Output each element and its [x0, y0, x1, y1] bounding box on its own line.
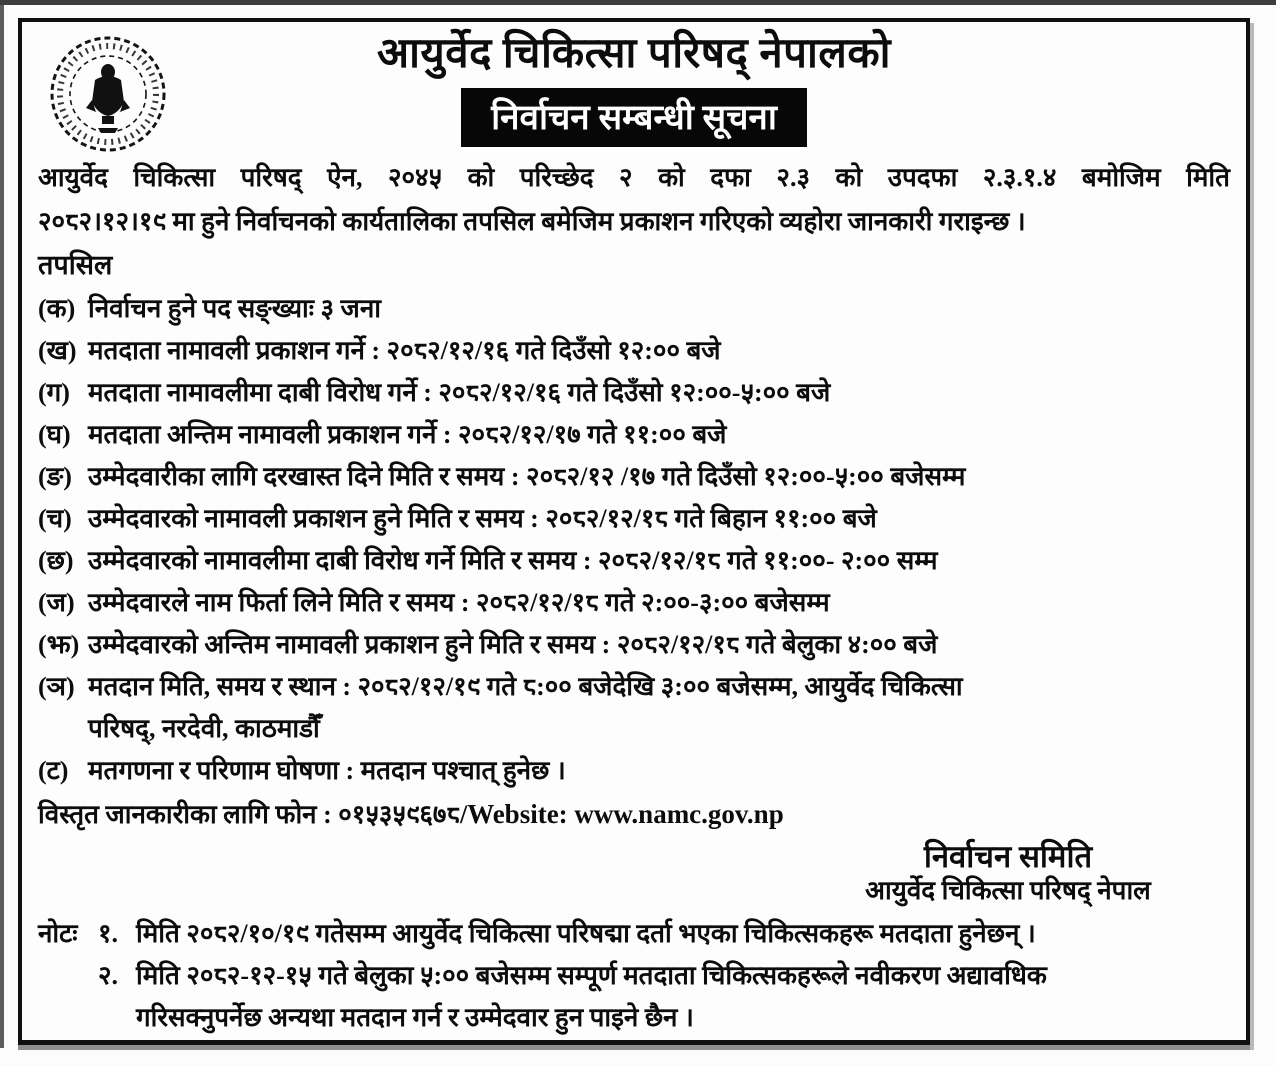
note-text	[136, 955, 1230, 1039]
schedule-item-chha	[38, 540, 1230, 582]
schedule-item-nga	[38, 456, 1230, 498]
notes-label: नोटः	[38, 919, 78, 948]
item-text-line-2: परिषद्, नरदेवी, काठमाडौँ	[88, 714, 320, 743]
schedule-item-ka	[38, 288, 1230, 330]
item-marker: (ट)	[38, 756, 69, 785]
item-text: निर्वाचन हुने पद सङ्ख्याः ३ जना	[88, 294, 381, 323]
notice-subtitle-banner: निर्वाचन सम्बन्धी सूचना	[461, 88, 807, 147]
note-number: १.	[98, 919, 119, 948]
item-text: उम्मेदवारले नाम फिर्ता लिने मिति र समय : २०८२/१२/१८ गते २:००-३:०० बजेसम्म	[88, 588, 830, 617]
schedule-item-gha	[38, 414, 1230, 456]
note-item-2	[38, 955, 1230, 1039]
schedule-item-ga	[38, 372, 1230, 414]
scan-artifact-top-edge	[0, 0, 1276, 5]
website-text: Website: www.namc.gov.np	[467, 799, 784, 829]
item-text: उम्मेदवारीका लागि दरखास्त दिने मिति र समय : २०८२/१२ /१७ गते दिउँसो १२:००-५:०० बजेसम्म	[88, 462, 966, 491]
note-text-line-1: मिति २०८२-१२-१५ गते बेलुका ५:०० बजेसम्म सम्पूर्ण मतदाता चिकित्सकहरूले नवीकरण अद्यावधिक	[136, 961, 1047, 990]
scan-artifact-left-edge	[0, 5, 4, 1048]
schedule-item-ta	[38, 750, 1230, 792]
tapasil-heading: तपसिल	[38, 250, 113, 280]
notice-border-frame	[18, 18, 1250, 1045]
item-marker: (घ)	[38, 420, 71, 449]
item-marker: (ञ)	[38, 672, 75, 701]
item-text: उम्मेदवारको अन्तिम नामावली प्रकाशन हुने मिति र समय : २०८२/१२/१८ गते बेलुका ४:०० बजे	[88, 630, 938, 659]
item-marker: (झ)	[38, 630, 80, 659]
item-text-line-1: मतदान मिति, समय र स्थान : २०८२/१२/१९ गते ८:०० बजेदेखि ३:०० बजेसम्म, आयुर्वेद चिकित्सा	[88, 672, 963, 701]
item-text: मतदाता अन्तिम नामावली प्रकाशन गर्ने : २०८२/१२/१७ गते ११:०० बजे	[88, 420, 727, 449]
notice-content	[22, 22, 1246, 1040]
phone-text: विस्तृत जानकारीका लागि फोन : ०१५३५९६७८/	[38, 800, 468, 829]
schedule-item-nya	[38, 666, 1230, 750]
intro-line-1: आयुर्वेद चिकित्सा परिषद् ऐन, २०४५ को परिच्छेद २ को दफा २.३ को उपदफा २.३.१.४ बमोजिम मिति	[38, 163, 1230, 192]
item-text: मतदाता नामावलीमा दाबी विरोध गर्ने : २०८२/१२/१६ गते दिउँसो १२:००-५:०० बजे	[88, 378, 831, 407]
notice-header	[22, 22, 1246, 147]
item-text	[88, 666, 1230, 750]
signature-organization: आयुर्वेद चिकित्सा परिषद् नेपाल	[865, 876, 1151, 905]
schedule-item-ja	[38, 582, 1230, 624]
schedule-list	[38, 288, 1230, 792]
note-number: २.	[98, 961, 119, 990]
note-text: मिति २०८२/१०/१९ गतेसम्म आयुर्वेद चिकित्सा परिषद्मा दर्ता भएका चिकित्सकहरू मतदाता हुनेछन् ।	[136, 919, 1036, 948]
item-marker: (ख)	[38, 336, 77, 365]
item-marker: (क)	[38, 294, 76, 323]
signature-block	[808, 838, 1208, 906]
note-item-1	[38, 913, 1230, 955]
schedule-item-cha	[38, 498, 1230, 540]
schedule-item-jha	[38, 624, 1230, 666]
item-text: मतगणना र परिणाम घोषणा : मतदान पश्चात् हुनेछ ।	[88, 756, 566, 785]
note-text-line-2: गरिसक्नुपर्नेछ अन्यथा मतदान गर्न र उम्मेदवार हुन पाइने छैन ।	[136, 1003, 694, 1032]
signature-committee: निर्वाचन समिति	[923, 839, 1093, 874]
item-marker: (च)	[38, 504, 72, 533]
contact-line	[38, 793, 1230, 836]
page-title: आयुर्वेद चिकित्सा परिषद् नेपालको	[376, 31, 892, 77]
item-marker: (ग)	[38, 378, 70, 407]
intro-paragraph	[38, 156, 1230, 286]
council-seal-icon	[48, 34, 168, 154]
item-marker: (ङ)	[38, 462, 72, 491]
item-text: उम्मेदवारको नामावली प्रकाशन हुने मिति र समय : २०८२/१२/१८ गते बिहान ११:०० बजे	[88, 504, 877, 533]
item-text: मतदाता नामावली प्रकाशन गर्ने : २०८२/१२/१६ गते दिउँसो १२:०० बजे	[88, 336, 721, 365]
item-text: उम्मेदवारको नामावलीमा दाबी विरोध गर्ने मिति र समय : २०८२/१२/१८ गते ११:००- २:०० सम्म	[88, 546, 938, 575]
notes-section	[38, 913, 1230, 1039]
item-marker: (छ)	[38, 546, 74, 575]
schedule-item-kha	[38, 330, 1230, 372]
item-marker: (ज)	[38, 588, 75, 617]
intro-line-2: २०८२।१२।१९ मा हुने निर्वाचनको कार्यतालिका तपसिल बमेजिम प्रकाशन गरिएको व्यहोरा जानकारी गराइन्छ ।	[38, 207, 1026, 236]
